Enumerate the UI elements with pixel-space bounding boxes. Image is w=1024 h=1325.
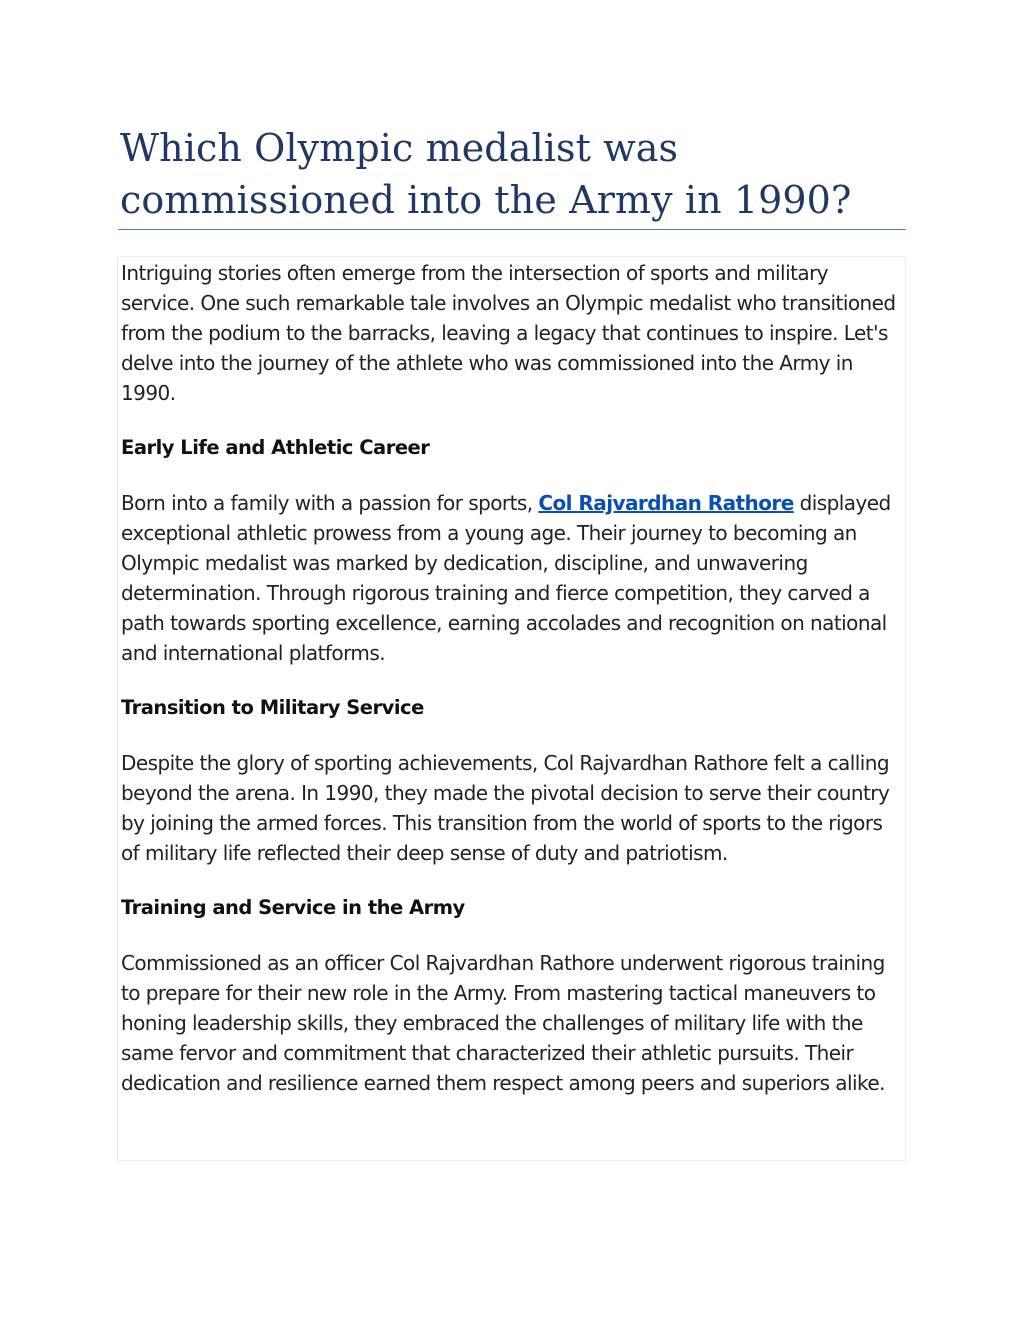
intro-paragraph: Intriguing stories often emerge from the intersection of sports and military service. One such remarkable tale involves an Olympic medalist who transitioned from the podium to the barracks, leaving a legacy that continues to inspire. Let's delve into the journey of the athlete who was commissioned into the Army in 1990.: [121, 261, 896, 405]
section-heading-early-life: Early Life and Athletic Career: [121, 436, 430, 459]
military-transition-paragraph: Despite the glory of sporting achievements, Col Rajvardhan Rathore felt a calling beyond the arena. In 1990, they made the pivotal decision to serve their country by joining the armed forces. This transition from the world of sports to the rigors of military life reflected their deep sense of duty and patriotism.: [121, 751, 890, 865]
early-life-paragraph: [121, 488, 901, 668]
article-body: [121, 258, 901, 1098]
section-heading-military-transition: Transition to Military Service: [121, 696, 424, 719]
section-heading-army-training: Training and Service in the Army: [121, 896, 465, 919]
early-life-text-before-link: Born into a family with a passion for sports,: [121, 491, 539, 515]
title-underline-divider: [118, 229, 906, 230]
army-training-paragraph: Commissioned as an officer Col Rajvardhan Rathore underwent rigorous training to prepare for their new role in the Army. From mastering tactical maneuvers to honing leadership skills, they embraced the challenges of military life with the same fervor and commitment that characterized their athletic pursuits. Their dedication and resilience earned them respect among peers and superiors alike.: [121, 951, 885, 1095]
page-title: Which Olympic medalist was commissioned into the Army in 1990?: [120, 126, 852, 222]
rajvardhan-rathore-link[interactable]: Col Rajvardhan Rathore: [538, 491, 794, 515]
early-life-text-after-link: displayed exceptional athletic prowess from a young age. Their journey to becoming an Olympic medalist was marked by dedication, discipline, and unwavering determination. Through rigorous training and fierce competition, they carved a path towards sporting excellence, earning accolades and recognition on national and international platforms.: [121, 491, 891, 665]
